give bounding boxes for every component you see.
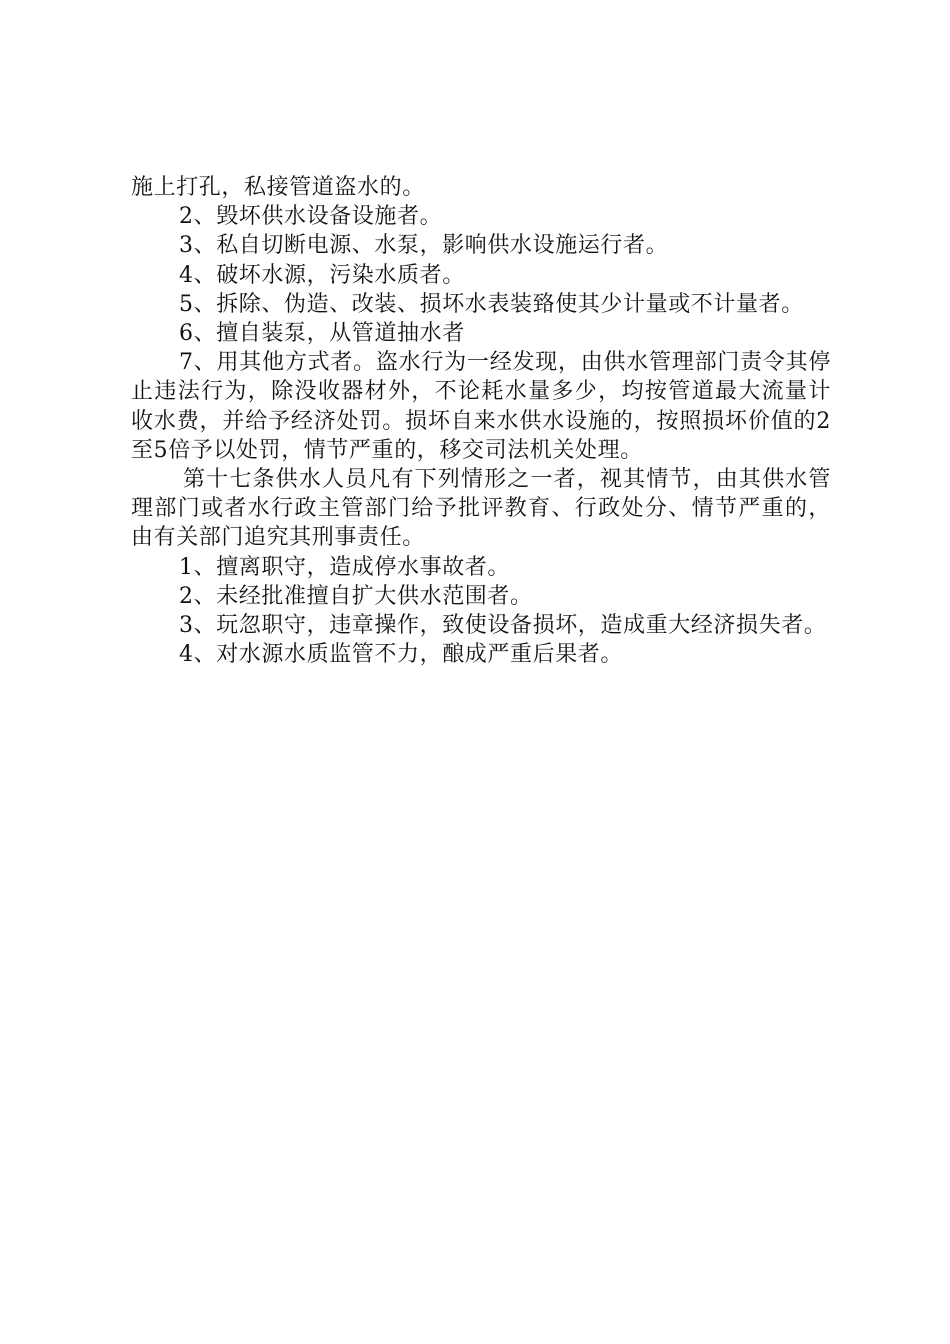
list-item-4: 4、破坏水源，污染水质者。	[179, 262, 465, 288]
article-17-item-4: 4、对水源水质监管不力，酿成严重后果者。	[179, 642, 623, 668]
list-item-7: 7、用其他方式者。盗水行为一经发现，由供水管理部门责令其停止违法行为，除没收器材外，不论耗水量多少，均按管道最大流量计收水费，并给予经济处罚。损坏自来水供水设施的，按照损坏价值的2至5倍予以处罚，情节严重的，移交司法机关处理。	[131, 350, 831, 463]
list-item-2: 2、毁坏供水设备设施者。	[179, 204, 443, 230]
article-17-item-3: 3、玩忽职守，违章操作，致使设备损坏，造成重大经济损失者。	[179, 613, 827, 639]
document-body	[131, 173, 831, 669]
list-item-6: 6、擅自装泵，从管道抽水者	[179, 321, 465, 347]
article-17: 第十七条供水人员凡有下列情形之一者，视其情节，由其供水管理部门或者水行政主管部门给予批评教育、行政处分、情节严重的，由有关部门追究其刑事责任。	[131, 467, 831, 551]
article-17-item-1: 1、擅离职守，造成停水事故者。	[179, 554, 510, 580]
list-item-5: 5、拆除、伪造、改装、损坏水表装臵使其少计量或不计量者。	[179, 291, 804, 317]
paragraph-continuation: 施上打孔，私接管道盗水的。	[131, 175, 425, 200]
list-item-3: 3、私自切断电源、水泵，影响供水设施运行者。	[179, 233, 669, 259]
article-17-item-2: 2、未经批准擅自扩大供水范围者。	[179, 583, 533, 609]
